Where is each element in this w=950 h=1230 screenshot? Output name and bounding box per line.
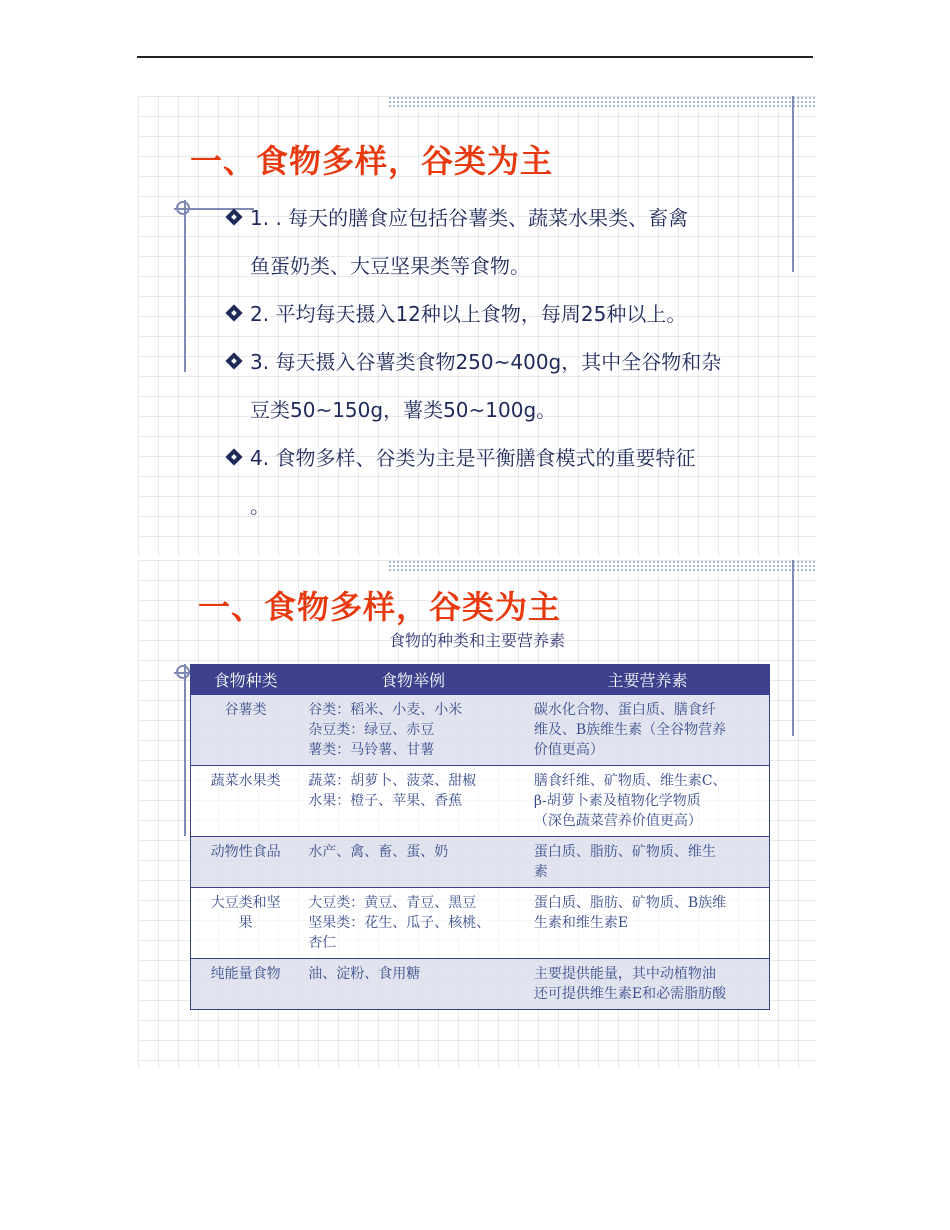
dotted-band: [388, 560, 816, 572]
cell-text-line: 蛋白质、脂肪、矿物质、B族维: [533, 895, 727, 911]
cell-text-line: 膳食纤维、矿物质、维生素C、: [533, 773, 727, 789]
table-row: [191, 888, 770, 959]
cell-text-line: 蛋白质、脂肪、矿物质、维生: [533, 844, 716, 860]
cell-text-line: 还可提供维生素E和必需脂肪酸: [533, 986, 727, 1002]
circle-ring-icon: [176, 665, 190, 679]
column-header: 主要营养素: [526, 665, 770, 695]
category-cell: [191, 888, 301, 959]
diamond-bullet-icon: [226, 449, 243, 466]
bullet-line: 4. 食物多样、谷类为主是平衡膳食模式的重要特征: [250, 446, 696, 470]
bullet-line: 3. 每天摄入谷薯类食物250~400g，其中全谷物和杂: [250, 350, 722, 374]
cell-text-line: 维及、B族维生素（全谷物营养: [533, 722, 727, 738]
cell-text-line: 生素和维生素E: [533, 915, 629, 931]
diamond-bullet-icon: [226, 209, 243, 226]
cell-text-line: 杂豆类：绿豆、赤豆: [308, 722, 435, 738]
bullet-item: [226, 434, 756, 530]
cell-text-line: 谷类：稻米、小麦、小米: [308, 702, 463, 718]
nutrients-cell: [526, 959, 770, 1010]
cell-text-line: 碳水化合物、蛋白质、膳食纤: [533, 702, 716, 718]
slide-title: 一、食物多样，谷类为主: [190, 142, 554, 180]
examples-cell: [300, 695, 526, 766]
cell-text-line: 蔬菜水果类: [210, 773, 281, 789]
bullet-line: 1. . 每天的膳食应包括谷薯类、蔬菜水果类、畜禽: [250, 206, 689, 230]
table-row: [191, 695, 770, 766]
cell-text-line: 大豆类和坚: [210, 895, 281, 911]
cell-text-line: 果: [238, 915, 253, 931]
nutrients-cell: [526, 888, 770, 959]
slide-1: [138, 96, 816, 556]
bullet-item: [226, 338, 756, 434]
cell-text-line: 油、淀粉、食用糖: [308, 966, 421, 982]
examples-cell: [300, 959, 526, 1010]
bullet-list: [226, 194, 756, 530]
cell-text-line: 素: [533, 864, 548, 880]
bullet-line: 。: [250, 494, 270, 518]
table-row: [191, 766, 770, 837]
examples-cell: [300, 888, 526, 959]
nutrients-cell: [526, 837, 770, 888]
category-cell: [191, 959, 301, 1010]
diamond-bullet-icon: [226, 353, 243, 370]
cell-text-line: 薯类：马铃薯、甘薯: [308, 742, 435, 758]
cell-text-line: 主要提供能量，其中动植物油: [533, 966, 716, 982]
cell-text-line: β-胡萝卜素及植物化学物质: [533, 793, 701, 809]
examples-cell: [300, 837, 526, 888]
bullet-item: [226, 290, 756, 338]
header-rule: [137, 56, 813, 58]
slide-title: 一、食物多样，谷类为主: [198, 588, 562, 626]
bullet-line: 2. 平均每天摄入12种以上食物，每周25种以上。: [250, 302, 687, 326]
category-cell: [191, 695, 301, 766]
table-row: [191, 959, 770, 1010]
table-caption: 食物的种类和主要营养素: [388, 631, 565, 650]
cell-text-line: 纯能量食物: [210, 966, 281, 982]
circle-ring-icon: [176, 201, 190, 215]
cell-text-line: 动物性食品: [210, 844, 281, 860]
table-row: [191, 837, 770, 888]
cell-text-line: 谷薯类: [224, 702, 267, 718]
column-header: 食物举例: [300, 665, 526, 695]
nutrition-table: [190, 664, 770, 1010]
cell-text-line: 水产、禽、畜、蛋、奶: [308, 844, 449, 860]
frame-line-left: [184, 200, 186, 372]
bullet-item: [226, 194, 756, 290]
bullet-line: 鱼蛋奶类、大豆坚果类等食物。: [250, 254, 530, 278]
category-cell: [191, 837, 301, 888]
slide-2: [138, 560, 816, 1068]
dotted-band: [388, 96, 816, 108]
cell-text-line: 大豆类：黄豆、青豆、黑豆: [308, 895, 477, 911]
category-cell: [191, 766, 301, 837]
cell-text-line: 蔬菜：胡萝卜、菠菜、甜椒: [308, 773, 477, 789]
cell-text-line: 坚果类：花生、瓜子、核桃、: [308, 915, 491, 931]
cell-text-line: （深色蔬菜营养价值更高）: [533, 813, 702, 829]
bullet-line: 豆类50~150g，薯类50~100g。: [250, 398, 557, 422]
table-body: [191, 695, 770, 1010]
examples-cell: [300, 766, 526, 837]
cell-text-line: 价值更高）: [533, 742, 604, 758]
frame-line-left: [184, 664, 186, 836]
diamond-bullet-icon: [226, 305, 243, 322]
frame-line-right: [792, 96, 794, 272]
table-header-row: [191, 665, 770, 695]
nutrients-cell: [526, 695, 770, 766]
cell-text-line: 杏仁: [308, 935, 337, 951]
nutrients-cell: [526, 766, 770, 837]
column-header: 食物种类: [191, 665, 301, 695]
cell-text-line: 水果：橙子、苹果、香蕉: [308, 793, 463, 809]
